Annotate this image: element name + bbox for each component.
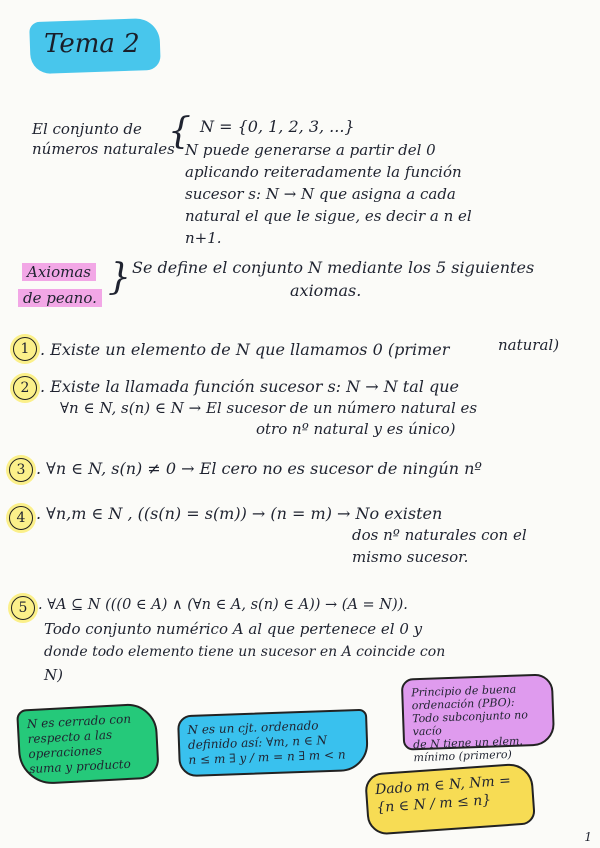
note-green-line: respecto a las	[27, 727, 113, 747]
note-blue-line: n ≤ m ∃ y / m = n ∃ m < n	[188, 747, 346, 767]
intro-def-3: aplicando reiteradamente la función	[185, 163, 462, 181]
note-yellow-line: Dado m ∈ N, Nm =	[374, 772, 512, 799]
intro-label-2: números naturales	[32, 140, 175, 158]
note-green-line: suma y producto	[28, 756, 132, 777]
peano-text-2: axiomas.	[290, 281, 362, 300]
intro-def-1: N = {0, 1, 2, 3, ...}	[200, 117, 355, 136]
note-yellow-line: {n ∈ N / m ≤ n}	[375, 792, 492, 817]
note-violet-line: mínimo (primero)	[413, 747, 513, 765]
page-title: Tema 2	[44, 29, 140, 59]
axiom-1-line-1: . Existe un elemento de N que llamamos 0 (primer	[40, 340, 450, 359]
axiom-4-line-2: dos nº naturales con el	[352, 526, 527, 544]
axiom-3-line-1: . ∀n ∈ N, s(n) ≠ 0 → El cero no es sucesor de ningún nº	[36, 459, 482, 478]
note-violet	[401, 673, 555, 765]
axiom-2-line-3: otro nº natural y es único)	[256, 420, 456, 438]
axiom-5-line-1: . ∀A ⊆ N (((0 ∈ A) ∧ (∀n ∈ A, s(n) ∈ A)) → (A = N)).	[38, 597, 408, 613]
axiom-5-number: 5	[11, 596, 35, 620]
note-green	[16, 702, 160, 785]
axiom-4-line-3: mismo sucesor.	[352, 548, 469, 566]
note-yellow	[364, 762, 536, 836]
note-violet-line: ordenación (PBO):	[411, 695, 515, 713]
axiom-5-line-3: donde todo elemento tiene un sucesor en A coincide con	[44, 644, 446, 660]
intro-def-2: N puede generarse a partir del 0	[185, 141, 436, 159]
axiom-4-line-1: . ∀n,m ∈ N , ((s(n) = s(m)) → (n = m) → No existen	[36, 504, 443, 523]
intro-def-5: natural el que le sigue, es decir a n el	[185, 207, 472, 225]
note-violet-line: Principio de buena	[411, 682, 517, 700]
page-mark: 1	[584, 830, 592, 844]
axiom-5-line-4: N)	[44, 666, 63, 684]
intro-label-1: El conjunto de	[32, 120, 142, 138]
axiom-1-number: 1	[13, 337, 37, 361]
axiom-2-number: 2	[13, 376, 37, 400]
axiom-2-line-2: ∀n ∈ N, s(n) ∈ N → El sucesor de un número natural es	[60, 399, 478, 417]
peano-label-1: Axiomas	[22, 263, 96, 282]
axiom-2-line-1: . Existe la llamada función sucesor s: N → N tal que	[40, 377, 459, 396]
note-blue-line: N es un cjt. ordenado	[187, 718, 319, 737]
axiom-1-line-2: natural)	[498, 336, 560, 354]
note-green-line: N es cerrado con	[26, 711, 132, 732]
intro-def-4: sucesor s: N → N que asigna a cada	[185, 185, 456, 203]
axiom-5-line-2: Todo conjunto numérico A al que pertenece el 0 y	[44, 620, 423, 638]
note-green-line: operaciones	[28, 743, 103, 762]
note-blue	[177, 709, 369, 778]
peano-text-1: Se define el conjunto N mediante los 5 siguientes	[132, 258, 535, 277]
note-violet-line: Todo subconjunto no vacío	[411, 708, 529, 739]
note-violet-line: de N tiene un elem.	[412, 734, 524, 752]
axiom-4-number: 4	[9, 506, 33, 530]
peano-label-2: de peano.	[18, 289, 102, 308]
intro-def-6: n+1.	[185, 229, 222, 247]
note-blue-line: definido así: ∀m, n ∈ N	[187, 733, 328, 752]
axiom-3-number: 3	[9, 458, 33, 482]
intro-brace: {	[168, 111, 191, 152]
peano-brace: }	[108, 257, 131, 298]
